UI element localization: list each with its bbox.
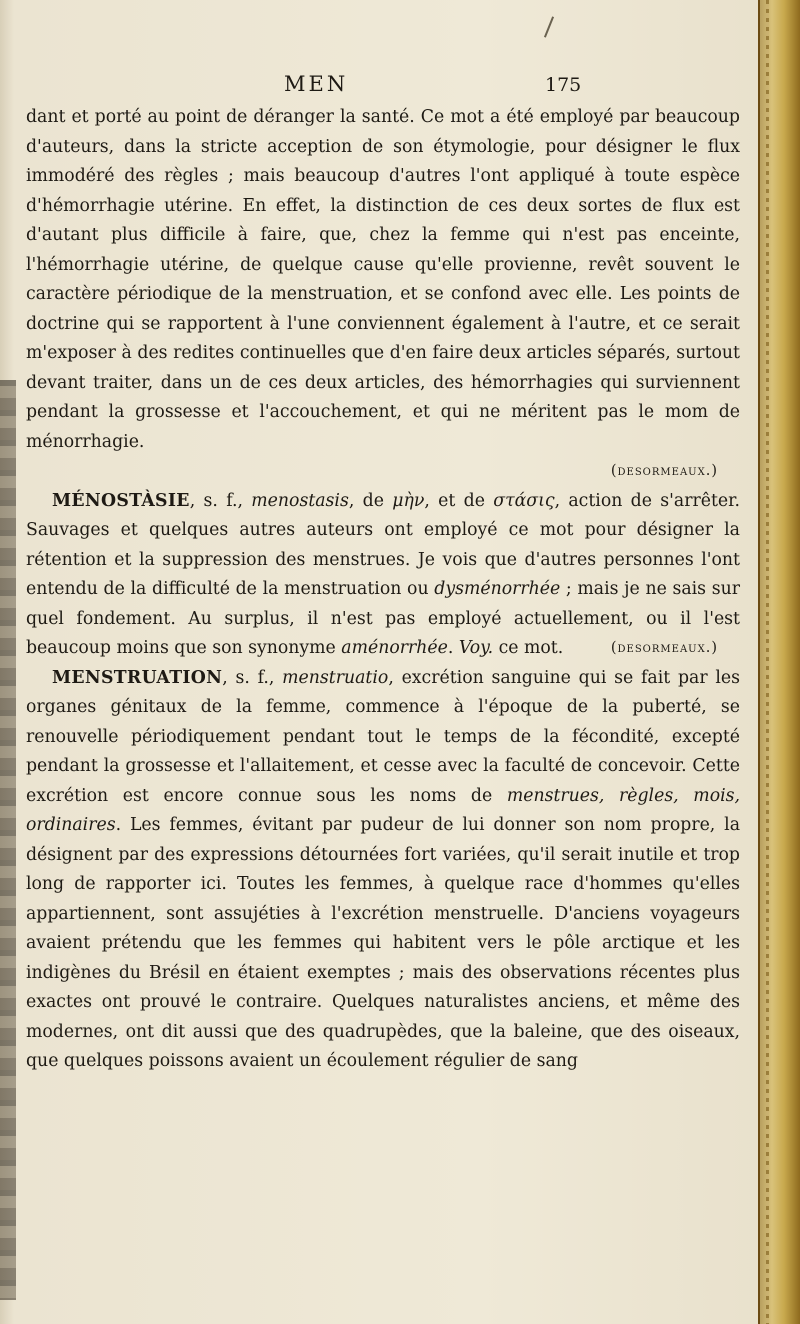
entry-text: , excrétion sanguine qui se fait par les organes génitaux de la femme, commence à l'époque de la puberté, se renouvelle périodiquement pendant tout le temps de la fécondité, excepté pendant la grossesse et l'allaitement, et cesse avec la faculté de concevoir. Cette excrétion est encore connue sous les noms de [26, 667, 741, 806]
signature-desormeaux-1: (desormeaux.) [610, 463, 718, 479]
entry-text: . [447, 638, 459, 658]
continuation-text: dant et porté au point de déranger la santé. Ce mot a été employé par beaucoup d'auteurs, dans la stricte acception de son étymologie, pour désigner le flux immodéré des règles ; mais beaucoup d'autres l'ont appliqué à toute espèce d'hémorrhagie utérine. En effet, la distinction de ces deux sortes de flux est d'autant plus difficile à faire, que, chez la femme qui n'est pas enceinte, l'hémorrhagie utérine, de quelque cause qu'elle provienne, revêt souvent le caractère périodique de la menstruation, et se confond avec elle. Les points de doctrine qui se rapportent à l'une conviennent également à l'autre, et ce serait m'exposer à des redites continuelles que d'en faire deux articles séparés, surtout devant traiter, dans un de ces deux articles, des hémorrhagies qui surviennent pendant la grossesse et l'accouchement, et qui ne méritent pas le mom de ménorrhagie. [26, 107, 740, 452]
page-number: 175 [545, 74, 582, 96]
entry-menstruation [26, 664, 740, 1077]
running-head: MEN [284, 72, 349, 96]
signature-desormeaux-2: (desormeaux.) [610, 640, 718, 656]
entry-menostasie [26, 487, 740, 664]
cross-reference: Voy. [458, 638, 494, 658]
headword-menstruation: MENSTRUATION [52, 667, 223, 688]
term-amenorrhee: aménorrhée [341, 638, 448, 658]
entry-text: ce mot. [493, 638, 564, 658]
page-body [26, 103, 740, 1077]
binding-shadow [0, 380, 16, 1300]
continuation-paragraph [26, 103, 740, 457]
book-edge [758, 0, 800, 1324]
term-dysmenorrhee: dysménorrhée [434, 579, 561, 599]
pencil-mark [544, 16, 554, 37]
etymology-text: , et de [424, 490, 494, 511]
latin-term: menstruatio [282, 667, 389, 688]
greek-term: μὴν [392, 490, 425, 511]
synonym-terms: menstrues, règles, mois, ordinaires [26, 785, 740, 835]
greek-term: στάσις [493, 490, 555, 511]
grammar-label: , s. f., [222, 667, 283, 688]
entry-text: , action de s'arrêter. Sauvages et quelques autres auteurs ont employé ce mot pour désigner la rétention et la suppression des menstrues. Je vois que d'autres personnes l'ont entendu de la difficulté de la menstruation ou [26, 490, 740, 599]
grammar-label: , s. f., [189, 490, 252, 511]
latin-term: menostasis [251, 490, 349, 511]
etymology-text: , de [348, 490, 393, 511]
page-header [0, 72, 760, 100]
entry-text: . Les femmes, évitant par pudeur de lui donner son nom propre, la désignent par des expressions détournées fort variées, qu'il serait inutile et trop long de rapporter ici. Toutes les femmes, à quelque race d'hommes qu'elles appartiennent, sont assujéties à l'excrétion menstruelle. D'anciens voyageurs avaient prétendu que les femmes qui habitent vers le pôle arctique et les indigènes du Brésil en étaient exemptes ; mais des observations récentes plus exactes ont prouvé le contraire. Quelques naturalistes anciens, et même des modernes, ont dit aussi que des quadrupèdes, que la baleine, que des oiseaux, que quelques poissons avaient un écoulement régulier de sang [26, 815, 740, 1071]
entry-text: ; mais je ne sais sur quel fondement. Au surplus, il n'est pas employé actuellement, ou il l'est beaucoup moins que son synonyme [26, 579, 740, 658]
headword-menostasie: MÉNOSTÀSIE [52, 490, 190, 511]
